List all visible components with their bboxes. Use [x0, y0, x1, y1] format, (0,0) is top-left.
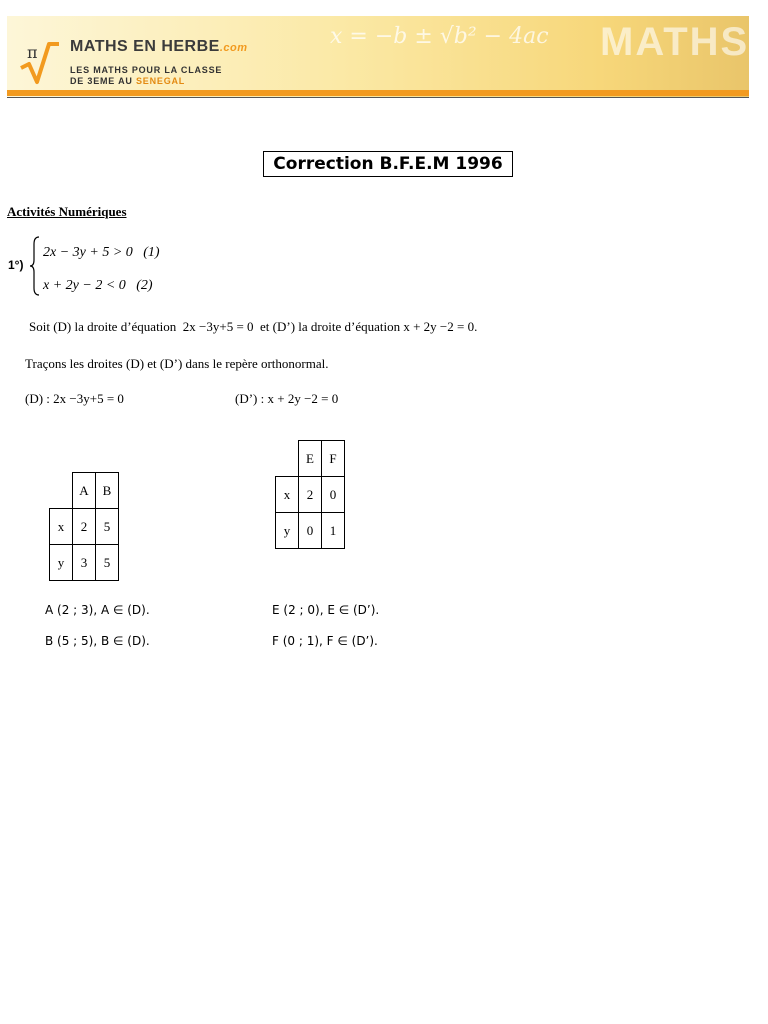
paragraph-lines: Soit (D) la droite d’équation 2x −3y+5 = 0 et (D’) la droite d’équation x + 2y −2 = 0.	[29, 319, 478, 334]
question-label: 1°)	[8, 258, 24, 272]
tagline-line1: LES MATHS POUR LA CLASSE	[70, 65, 223, 75]
table-row-label: x	[276, 477, 299, 513]
tagline-line2: DE 3EME AU SENEGAL	[70, 76, 186, 86]
paragraph-trace: Traçons les droites (D) et (D’) dans le repère orthonormal.	[25, 356, 329, 371]
table-cell: 5	[96, 509, 119, 545]
point-f: F (0 ; 1), F ∈ (D’).	[272, 634, 378, 648]
logo-icon	[17, 38, 61, 86]
table-corner	[50, 473, 73, 509]
banner-decor-word: MATHS	[600, 20, 750, 64]
table-row-label: x	[50, 509, 73, 545]
brand-suffix: .com	[219, 42, 248, 54]
table-cell: 2	[299, 477, 322, 513]
table-cell: 2	[73, 509, 96, 545]
point-e: E (2 ; 0), E ∈ (D’).	[272, 603, 380, 617]
table-cell: 0	[299, 513, 322, 549]
table-cell: 0	[322, 477, 345, 513]
page-title: Correction B.F.E.M 1996	[263, 151, 513, 177]
table-points-dp	[275, 440, 345, 549]
table-cell: 1	[322, 513, 345, 549]
table-corner	[276, 441, 299, 477]
banner-accent-bar	[7, 90, 749, 96]
point-a: A (2 ; 3), A ∈ (D).	[45, 603, 150, 617]
table-cell: 5	[96, 545, 119, 581]
table-header: A	[73, 473, 96, 509]
table-points-d	[49, 472, 119, 581]
inequality-1: 2x − 3y + 5 > 0 (1)	[43, 245, 160, 260]
section-heading: Activités Numériques	[7, 204, 127, 219]
brand-name: MATHS EN HERBE.com	[70, 38, 248, 55]
table-row-label: y	[276, 513, 299, 549]
table-header: F	[322, 441, 345, 477]
table-cell: 3	[73, 545, 96, 581]
inequality-2: x + 2y − 2 < 0 (2)	[43, 278, 153, 293]
line-d-equation: (D) : 2x −3y+5 = 0	[25, 391, 124, 406]
left-brace-icon	[30, 236, 40, 296]
table-header: E	[299, 441, 322, 477]
banner-divider	[7, 97, 749, 98]
point-b: B (5 ; 5), B ∈ (D).	[45, 634, 150, 648]
table-row-label: y	[50, 545, 73, 581]
line-dp-equation: (D’) : x + 2y −2 = 0	[235, 391, 339, 406]
table-header: B	[96, 473, 119, 509]
banner-decor-formula: x = −b ± √b² − 4ac	[330, 24, 549, 49]
tagline-accent: SENEGAL	[135, 76, 186, 86]
logo-pi: π	[27, 43, 38, 62]
